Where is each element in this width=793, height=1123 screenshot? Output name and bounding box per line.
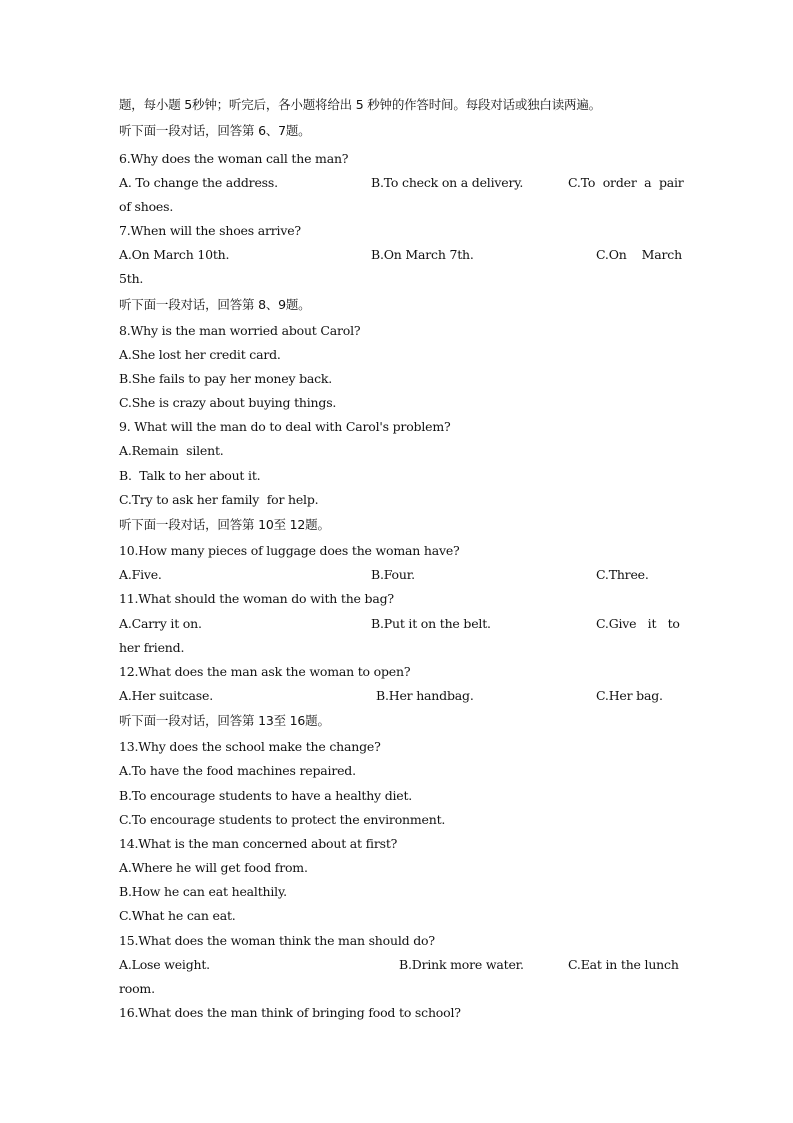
question-7-option-c-continued: 5th.: [119, 271, 144, 286]
section-heading: 听下面一段对话，回答第 6、7题。: [119, 123, 311, 138]
question-13-option-a: A.To have the food machines repaired.: [119, 763, 356, 778]
section-heading: 听下面一段对话，回答第 8、9题。: [119, 297, 311, 312]
question-10-option-c: C.Three.: [596, 567, 649, 582]
question-10-stem: 10.How many pieces of luggage does the woman have?: [119, 543, 460, 558]
question-9-stem: 9. What will the man do to deal with Carol's problem?: [119, 419, 451, 434]
question-10-option-a: A.Five.: [119, 567, 162, 582]
question-6-option-c: C.To order a pair: [568, 175, 684, 190]
section-heading: 听下面一段对话，回答第 13至 16题。: [119, 713, 330, 728]
question-15-option-c: C.Eat in the lunch: [568, 957, 679, 972]
question-7-option-b: B.On March 7th.: [371, 247, 474, 262]
question-11-option-a: A.Carry it on.: [119, 616, 202, 631]
question-12-option-b: B.Her handbag.: [376, 688, 474, 703]
intro-text: 题，每小题 5秒钟；听完后，各小题将给出 5 秒钟的作答时间。每段对话或独白读两遍。: [119, 97, 601, 112]
question-11-option-c: C.Give it to: [596, 616, 680, 631]
question-15-option-c-continued: room.: [119, 981, 155, 996]
question-13-option-b: B.To encourage students to have a healthy diet.: [119, 788, 413, 803]
question-12-option-a: A.Her suitcase.: [119, 688, 213, 703]
question-8-option-a: A.She lost her credit card.: [119, 347, 281, 362]
question-12-option-c: C.Her bag.: [596, 688, 663, 703]
question-6-option-b: B.To check on a delivery.: [371, 175, 524, 190]
question-15-option-b: B.Drink more water.: [399, 957, 524, 972]
question-9-option-c: C.Try to ask her family for help.: [119, 492, 319, 507]
question-8-stem: 8.Why is the man worried about Carol?: [119, 323, 361, 338]
question-11-option-c-continued: her friend.: [119, 640, 185, 655]
question-6-option-a: A. To change the address.: [119, 175, 278, 190]
question-9-option-a: A.Remain silent.: [119, 443, 224, 458]
question-15-stem: 15.What does the woman think the man should do?: [119, 933, 435, 948]
question-14-option-c: C.What he can eat.: [119, 908, 236, 923]
question-9-option-b: B. Talk to her about it.: [119, 468, 261, 483]
question-11-option-b: B.Put it on the belt.: [371, 616, 491, 631]
question-12-stem: 12.What does the man ask the woman to open?: [119, 664, 411, 679]
question-15-option-a: A.Lose weight.: [119, 957, 210, 972]
question-14-option-a: A.Where he will get food from.: [119, 860, 308, 875]
section-heading: 听下面一段对话，回答第 10至 12题。: [119, 517, 330, 532]
question-7-option-c: C.On March: [596, 247, 682, 262]
question-6-stem: 6.Why does the woman call the man?: [119, 151, 349, 166]
question-10-option-b: B.Four.: [371, 567, 415, 582]
question-7-option-a: A.On March 10th.: [119, 247, 230, 262]
question-11-stem: 11.What should the woman do with the bag?: [119, 591, 394, 606]
question-13-stem: 13.Why does the school make the change?: [119, 739, 381, 754]
question-8-option-b: B.She fails to pay her money back.: [119, 371, 333, 386]
question-14-stem: 14.What is the man concerned about at first?: [119, 836, 398, 851]
question-6-option-c-continued: of shoes.: [119, 199, 174, 214]
question-8-option-c: C.She is crazy about buying things.: [119, 395, 337, 410]
question-7-stem: 7.When will the shoes arrive?: [119, 223, 301, 238]
question-13-option-c: C.To encourage students to protect the environment.: [119, 812, 446, 827]
question-16-stem: 16.What does the man think of bringing food to school?: [119, 1005, 461, 1020]
question-14-option-b: B.How he can eat healthily.: [119, 884, 287, 899]
